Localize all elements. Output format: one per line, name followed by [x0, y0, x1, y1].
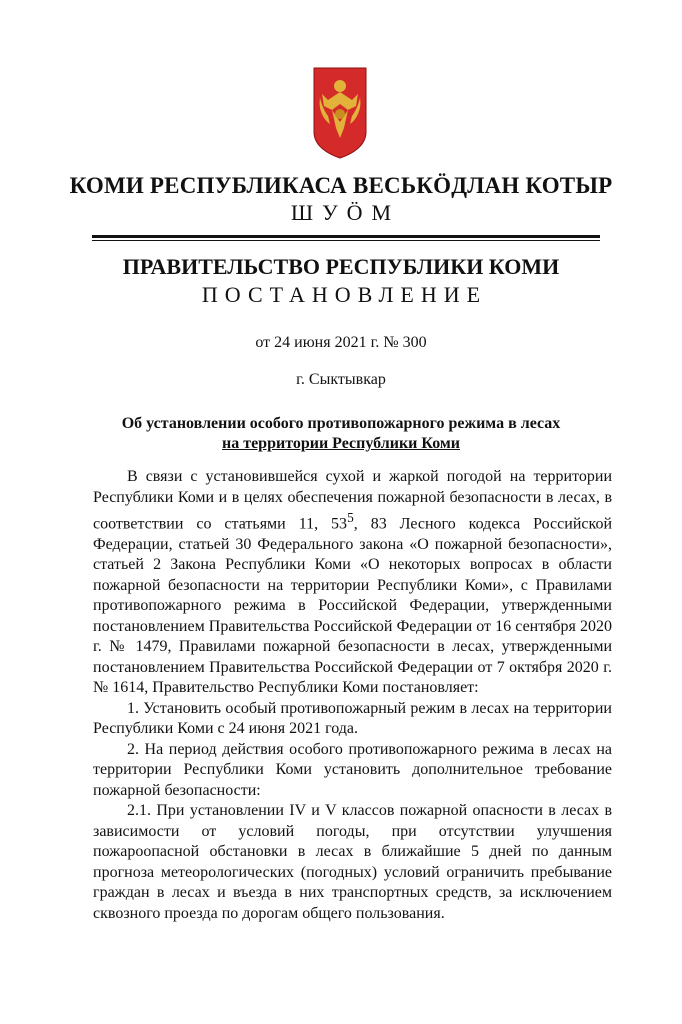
title-line-2: на территории Республики Коми: [222, 435, 460, 452]
coat-of-arms-emblem: [312, 66, 368, 160]
document-type: ПОСТАНОВЛЕНИЕ: [201, 282, 488, 307]
document-title: [0, 414, 682, 454]
document-body: [93, 467, 612, 924]
article-superscript: 5: [347, 510, 354, 525]
paragraph-item-2: 2. На период действия особого противопожарного режима в лесах на территории Республики Коми установить дополнительное требование пожарной безопасности:: [93, 740, 612, 799]
title-line-1: Об установлении особого противопожарного режима в лесах: [121, 415, 561, 432]
document-city: г. Сыктывкар: [296, 371, 386, 388]
preamble-part-1: В связи с установившейся сухой и жаркой погодой на территории Республики Коми и в целях обеспечения пожарной безопасности в лесах, в соответствии со статьями 11, 53: [93, 468, 612, 533]
header-divider-thick: [92, 235, 600, 238]
paragraph-item-2-1: 2.1. При установлении IV и V классов пожарной опасности в лесах в зависимости от условий погоды, при отсутствии улучшения пожароопасной обстановки в лесах в ближайшие 5 дней по данным прогноза метеорологических (погодных) условий ограничить пребывание граждан в лесах и въезда в них транспортных средств, за исключением сквозного проезда по дорогам общего пользования.: [93, 802, 612, 922]
preamble-part-2: , 83 Лесного кодекса Российской Федерации, статьей 30 Федерального закона «О пожарной безопасности», статьей 2 Закона Республики Коми «О некоторых вопросах в области пожарной безопасности на территории Республики Коми», с Правилами противопожарного режима в Российской Федерации, утвержденными постановлением Правительства Российской Федерации от 16 сентября 2020 г. № 1479, Правилами пожарной безопасности в лесах, утвержденными постановлением Правительства Российской Федерации от 7 октября 2020 г. № 1614, Правительство Республики Коми постановляет:: [93, 515, 612, 697]
paragraph-preamble: [93, 467, 612, 699]
paragraph-item-1: 1. Установить особый противопожарный режим в лесах на территории Республики Коми с 24 июня 2021 года.: [93, 699, 612, 738]
document-date-number: от 24 июня 2021 г. № 300: [255, 334, 427, 351]
komi-document-type: ШУӦМ: [290, 200, 401, 225]
header-divider-thin: [92, 240, 600, 241]
komi-government-heading: КОМИ РЕСПУБЛИКАСА ВЕСЬКӦДЛАН КОТЫР: [69, 173, 613, 198]
government-heading: ПРАВИТЕЛЬСТВО РЕСПУБЛИКИ КОМИ: [122, 254, 560, 279]
